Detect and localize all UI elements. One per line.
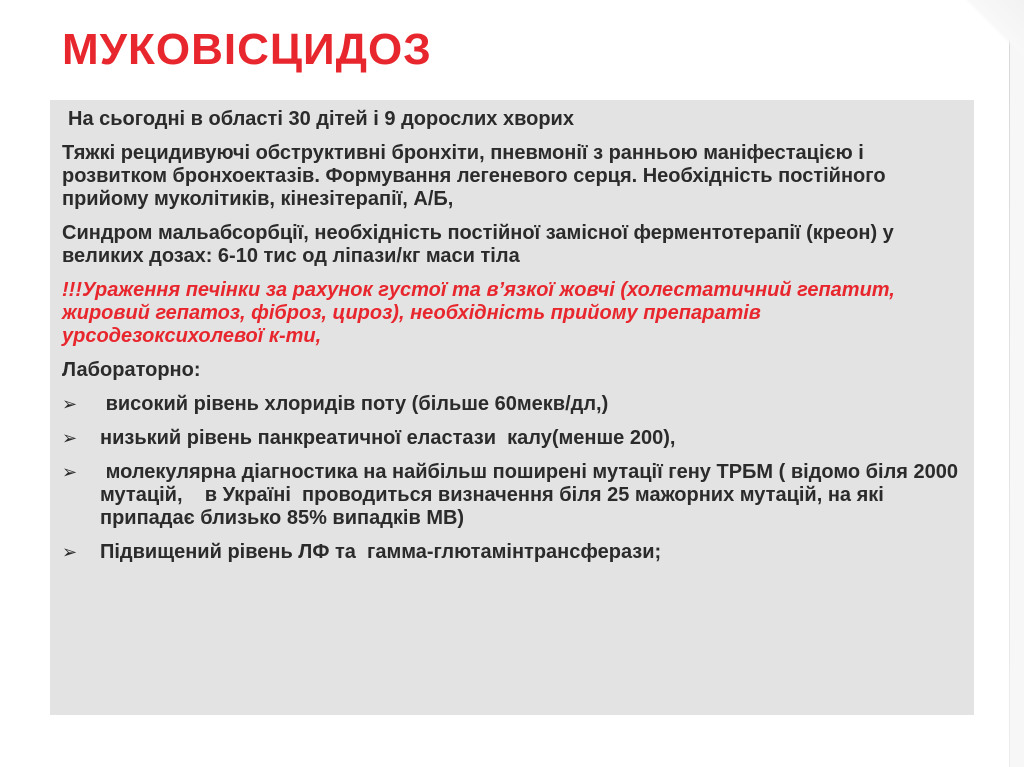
content-box	[50, 100, 974, 715]
arrow-bullet-icon: ➢	[62, 542, 78, 562]
page-corner-fold	[964, 0, 1024, 60]
slide-edge-shadow	[1010, 0, 1024, 767]
slide-title: МУКОВІСЦИДОЗ	[62, 25, 432, 74]
bullet-text: молекулярна діагностика на найбільш поширені мутації гену ТРБМ ( відомо біля 2000 мутацій, в Україні проводиться визначення біля 25 мажорних мутацій, на які припадає близько 85% випадків МВ)	[100, 461, 964, 529]
bullet-text: високий рівень хлоридів поту (більше 60мекв/дл,)	[100, 393, 609, 415]
slide-edge-line	[1009, 0, 1010, 767]
list-item	[62, 461, 964, 530]
arrow-bullet-icon: ➢	[62, 394, 78, 414]
arrow-bullet-icon: ➢	[62, 462, 78, 482]
arrow-bullet-icon: ➢	[62, 428, 78, 448]
paragraph-malabsorption: Синдром мальабсорбції, необхідність постійної замісної ферментотерапії (креон) у великих дозах: 6-10 тис од ліпази/кг маси тіла	[62, 222, 894, 267]
list-item	[62, 541, 960, 564]
lab-heading: Лабораторно:	[62, 359, 201, 381]
bullet-text: Підвищений рівень ЛФ та гамма-глютамінтрансферази;	[100, 541, 662, 563]
bullet-text: низький рівень панкреатичної еластази калу(менше 200),	[100, 427, 676, 449]
list-item	[62, 427, 960, 450]
intro-text: На сьогодні в області 30 дітей і 9 дорослих хворих	[68, 108, 574, 130]
highlight-liver-damage: !!!Ураження печінки за рахунок густої та в’язкої жовчі (холестатичний гепатит, жировий гепатоз, фіброз, цироз), необхідність прийому препаратів урсодезоксихолевої к-ти,	[62, 279, 895, 347]
list-item	[62, 393, 960, 416]
paragraph-respiratory: Тяжкі рецидивуючі обструктивні бронхіти, пневмонії з ранньою маніфестацією і розвитком бронхоектазів. Формування легеневого серця. Необхідність постійного прийому муколітиків, кінезітерапії, А/Б,	[62, 142, 886, 210]
